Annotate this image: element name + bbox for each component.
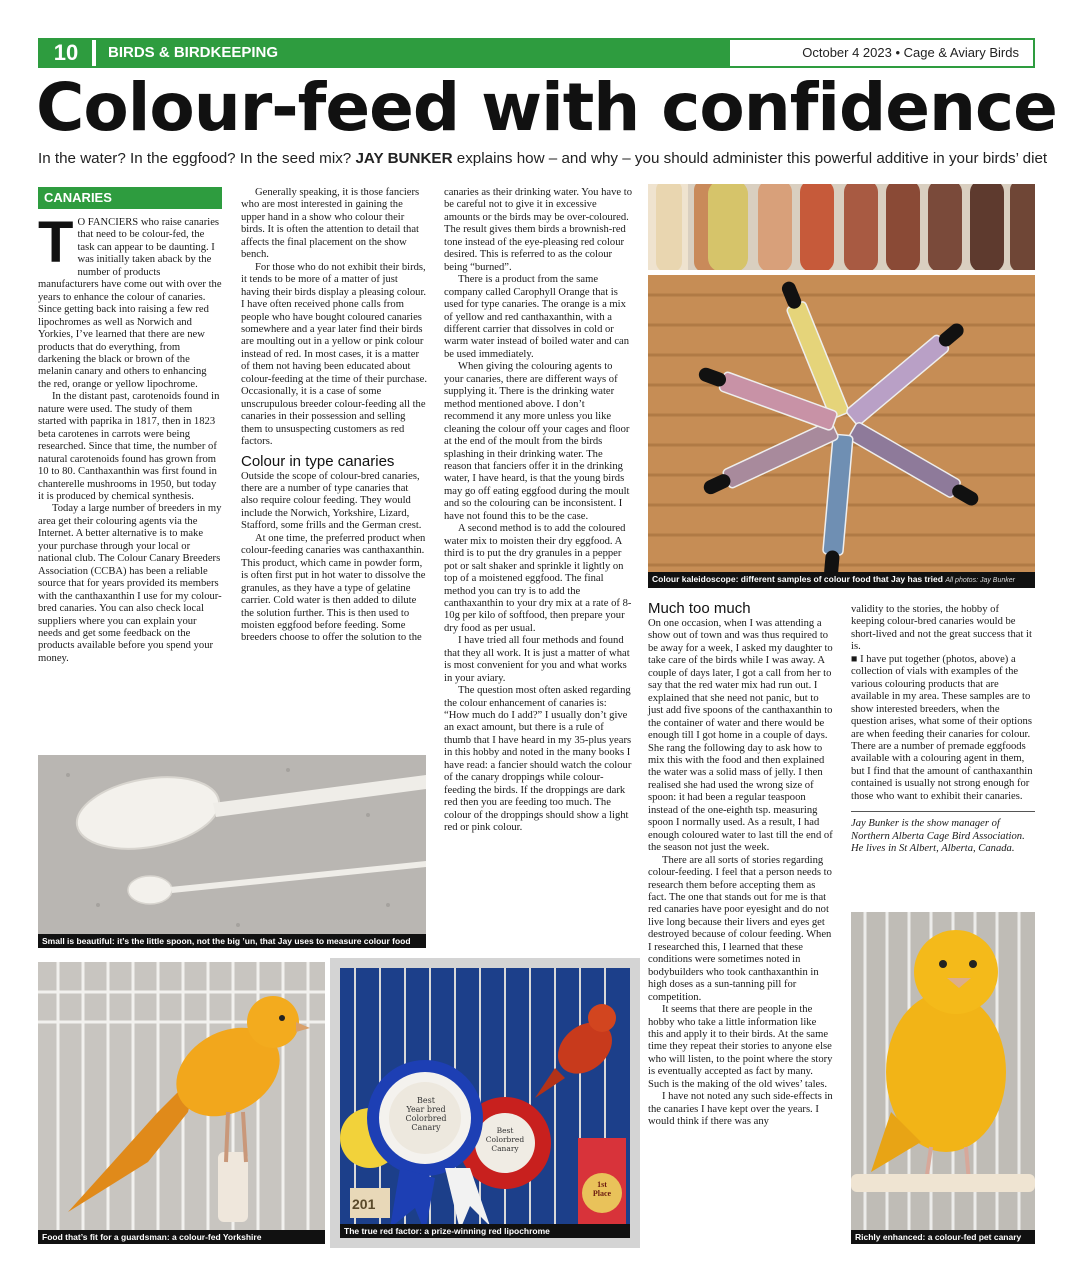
paragraph: A second method is to add the coloured water mix to moisten their dry eggfood. A third is to put the dry granules in a pepper pot or salt shaker and sprinkle it lightly on top of a moistened eggfood. The final method you can try is to add the canthaxanthin to your dry mix at a rate of 8-10g per kilo of softfood, then prepare your dry food as per usual.: [444, 523, 632, 634]
section-header-bar: [38, 38, 1035, 68]
lipochrome-photo: [340, 968, 630, 1238]
column-5: [851, 604, 1035, 856]
standfirst: [38, 150, 1048, 167]
intro-paragraph: T O FANCIERS who raise canaries that need to be colour-fed, the task can appear to be daunting. I was initially taken aback by the number of products manufacturers have come out with over the years to enhance the colour of canaries. Since getting back into raising a few red lipochromes as well as Norwich and Yorkies, I’ve learned that there are new products that do everything, from darkening the black or brown of the melanin canary and others to enhancing the red, orange or yellow lipochrome.: [38, 210, 222, 390]
paragraph: There is a product from the same company called Carophyll Orange that is used for type canaries. The orange is a mix of yellow and red canthaxanthin, with a different carrier that dissolves in cold or warm water instead of boiled water and can be used immediately.: [444, 274, 630, 360]
pet-canary-photo: [851, 912, 1035, 1244]
photo-credit: All photos: Jay Bunker: [945, 577, 1015, 584]
kaleidoscope-caption: Colour kaleidoscope: different samples of colour food that Jay has tried All photos: Jay Bunker: [648, 572, 1035, 588]
paragraph: The question most often asked regarding the colour enhancement of canaries is: “How much do I add?” I usually don’t give an exact amount, but there is a rule of thumb that I have heard in my 35-plus years in this hobby and noted in the many books I have read: a fancier should watch the colour of the canary droppings while colour-feeding the birds. If the droppings are dark red then you are feeding too much. The colour of the droppings should show a light red or pink colour.: [444, 685, 632, 834]
paragraph: I have tried all four methods and found that they all work. It is just a matter of what is most convenient for you and what works in your aviary.: [444, 635, 630, 684]
subhead-type-canaries: Colour in type canaries: [241, 452, 395, 470]
author-bio: Jay Bunker is the show manager of Northern Alberta Cage Bird Association. He lives in St Albert, Alberta, Canada.: [851, 818, 1025, 855]
standfirst-pre: In the water? In the eggfood? In the seed mix?: [38, 150, 356, 167]
column-1: [38, 187, 222, 665]
section-title: BIRDS & BIRDKEEPING: [96, 40, 730, 66]
square-bullet-icon: ■: [851, 653, 861, 665]
column-3: [444, 187, 632, 835]
first-place-text: 1st Place: [592, 1180, 612, 1198]
page-number: 10: [40, 40, 92, 66]
standfirst-post: explains how – and why – you should administer this powerful additive in your birds’ diet: [452, 150, 1048, 167]
spoons-image: [38, 755, 426, 948]
paragraph: validity to the stories, the hobby of keeping colour-bred canaries would be short-lived and not the great success that it is.: [851, 604, 1032, 653]
paragraph: I have not noted any such side-effects in the canaries I have kept over the years. I would think if there was any: [648, 1091, 833, 1128]
red-rosette-text: Best Colorbred Canary: [485, 1126, 525, 1153]
paragraph: At one time, the preferred product when colour-feeding canaries was canthaxanthin. This product, which came in powder form, is often first put in hot water to dissolve the granules, as they have a type of gelatine carrier. Cold water is then added to dilute the solution further. This is then used to moisten eggfood before feeding. Some breeders choose to offer the solution to the: [241, 532, 426, 644]
headline: Colour-feed with confidence: [36, 69, 1057, 146]
kaleidoscope-photo: [648, 275, 1035, 588]
yorkshire-caption: Food that’s fit for a guardsman: a colour-fed Yorkshire: [38, 1230, 325, 1244]
paragraph: Outside the scope of colour-bred canaries, there are a number of type canaries that also require colour feeding. They would include the Norwich, Yorkshire, Lizard, Stafford, some frills and the German crest.: [241, 470, 422, 532]
dropcap: T: [38, 210, 74, 275]
category-label: CANARIES: [38, 187, 222, 209]
subhead-much-too-much: Much too much: [648, 600, 751, 617]
lipochrome-photo-frame: [330, 958, 640, 1248]
paragraph: It seems that there are people in the hobby who take a little information like this and apply it to their birds. At the same time they repeat their stories to anyone else who will listen, to the point where the story is eventually accepted as fact by many. Such is the making of the old wives’ tales.: [648, 1004, 833, 1090]
vials-photo: [648, 184, 1035, 270]
paragraph: For those who do not exhibit their birds, it tends to be more of a matter of just having their birds display a pleasing colour. I have often received phone calls from people who have bought coloured canaries somewhere and a year later find their birds are moulting out in a yellow or pink colour instead of red. In most cases, it is a matter of them not having been educated about colour-feeding at the time of their purchase. Occasionally, it is a case of some unscrupulous breeder colour-feeding all the canaries in their possession and selling them to unsuspecting customers as red factors.: [241, 261, 427, 448]
paragraph: There are all sorts of stories regarding colour-feeding. I feel that a person needs to research them before accepting them as fact. The one that stands out for me is that red canaries have poor eyesight and do not live long because their livers and eyes get destroyed because of colour feeding. When I researched this, I learned that these conditions were sometimes noted in bodybuilders who took canthaxanthin in high doses as a sun-tanning pill for competition.: [648, 854, 832, 1003]
vials-strip-image: [648, 184, 1035, 270]
author-name: JAY BUNKER: [355, 150, 453, 167]
divider: [851, 811, 1035, 812]
paragraph: ■ I have put together (photos, above) a collection of vials with examples of the various colouring products that are available in my area. These samples are to show interested breeders, when the question arises, what some of their options are when feeding their canaries for colour. There are a number of premade eggfoods available with a colouring agent in them, but I find that the amount of canthaxanthin contained is usually not strong enough for those who want to exhibit their canaries.: [851, 653, 1033, 802]
column-2: [241, 187, 427, 645]
paragraph: Today a large number of breeders in my area get their colouring agents via the Internet. A better alternative is to make your purchase through your local or national club. The Colour Canary Breeders Association (CCBA) has been a reliable source that for years provided its members with the canthaxanthin I use for my colour-bred canaries. You can also check local suppliers where you can explain your needs and get some feedback on the products available before you spend your money.: [38, 503, 222, 664]
paragraph: When giving the colouring agents to your canaries, there are different ways of supplying it. There is the drinking water method mentioned above. I don’t recommend it any more unless you like cleaning the colour off your cages and floor at the end of the moult from the birds splashing in their drinking water. The reason that fanciers offer it in the drinking water, I have heard, is that the young birds may go off eating eggfood during the moult and so the colouring can be inconsistent. I have not found this to be the case.: [444, 361, 630, 522]
paragraph: In the distant past, carotenoids found in nature were used. The study of them started with paprika in 1817, then in 1823 beta carotenes in carrots were being researched. Since that time, the number of natural carotenoids found has grown from 10 to 80. Canthaxanthin was first found in chanterelle mushrooms in 1950, but today it is produced by chemical synthesis.: [38, 391, 220, 502]
vial-star-image: [648, 275, 1035, 588]
paragraph: Generally speaking, it is those fanciers who are most interested in gaining the upper hand in a show who colour their birds. It is often the attention to detail that affects the final placement on the show bench.: [241, 187, 420, 261]
yorkshire-photo: [38, 962, 325, 1244]
pet-caption: Richly enhanced: a colour-fed pet canary: [851, 1230, 1035, 1244]
blue-rosette-text: Best Year bred Colorbred Canary: [405, 1096, 447, 1132]
lipochrome-caption: The true red factor: a prize-winning red lipochrome: [340, 1224, 630, 1238]
paragraph: canaries as their drinking water. You have to be careful not to give it in excessive amounts or the birds may be over-coloured. The result gives them birds a brownish-red tone instead of the eye-pleasing red colour desired. This is referred to as the colour being “burned”.: [444, 187, 632, 273]
pet-canary-image: [851, 912, 1035, 1244]
yorkshire-canary-image: [38, 962, 325, 1244]
rosette-year: 201: [352, 1196, 376, 1212]
spoon-photo: [38, 755, 426, 948]
column-4: [648, 600, 833, 1129]
spoon-caption: Small is beautiful: it’s the little spoon, not the big ’un, that Jay uses to measure colour food: [38, 934, 426, 948]
issue-date: October 4 2023 • Cage & Aviary Birds: [802, 45, 1019, 60]
paragraph: On one occasion, when I was attending a show out of town and was thus required to be away for a week, I asked my daughter to take care of the birds while I was away. A couple of days later, I got a call from her to say that the red water mix had run out. I explained that she need not panic, but to just add five spoons of the canthaxanthin to the container of water and there would be enough till I got home in a couple of days. She rang the following day to ask how to mix this with the food and then explained the water was a solid mass of jelly. I then realised she had used the wrong size of spoon: it had been a regular teaspoon instead of the one-eighth tsp. measuring spoon I normally used. As a result, I had enough coloured water to last till the end of the season not just the week.: [648, 618, 833, 854]
